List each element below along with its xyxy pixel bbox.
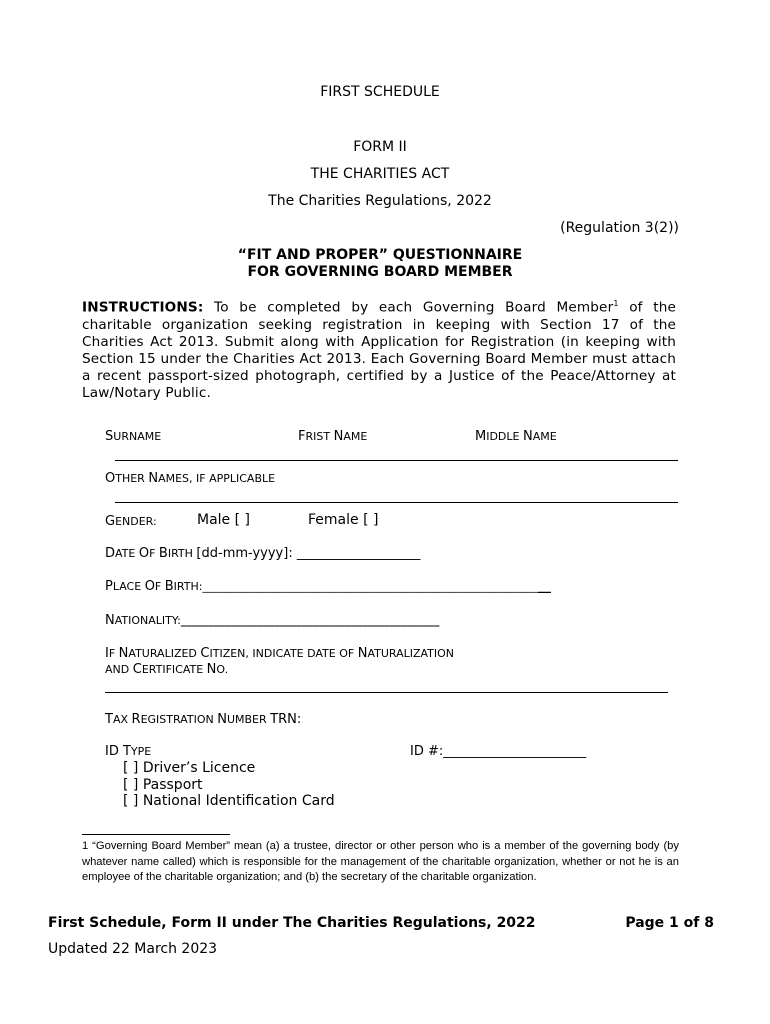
gender-male-checkbox[interactable]: Male [ ] bbox=[197, 512, 250, 528]
questionnaire-title-line1: “FIT AND PROPER” QUESTIONNAIRE bbox=[237, 247, 523, 263]
middle-name-label: MIDDLE NAME bbox=[475, 429, 557, 444]
first-name-label: FRIST NAME bbox=[298, 429, 368, 444]
trn-label: TAX REGISTRATION NUMBER TRN: bbox=[105, 712, 302, 727]
id-type-label: ID TYPE bbox=[105, 744, 152, 759]
name-entry-line[interactable] bbox=[115, 460, 678, 461]
id-number-field[interactable]: ID #:______________________ bbox=[410, 744, 587, 759]
page-number: Page 1 of 8 bbox=[625, 915, 714, 931]
other-names-entry-line[interactable] bbox=[115, 502, 678, 503]
footer-title: First Schedule, Form II under The Charities Regulations, 2022 bbox=[48, 915, 536, 931]
instructions-label: INSTRUCTIONS: bbox=[82, 299, 204, 316]
updated-date: Updated 22 March 2023 bbox=[48, 941, 218, 957]
regulations-title: The Charities Regulations, 2022 bbox=[268, 193, 492, 209]
footnote-reference: 1 bbox=[613, 299, 619, 308]
questionnaire-title-line2: FOR GOVERNING BOARD MEMBER bbox=[247, 264, 513, 280]
instructions-text-part1: To be completed by each Governing Board Member bbox=[203, 299, 614, 316]
instructions-text-part2: of the charitable organization seeking registration in keeping with Section 17 of the Charities Act 2013. Submit along with Application for Registration (in keeping with Section 15 under the Charities Act 2013. Each Governing Board Member must attach a recent passport-sized photograph, certified by a Justice of the Peace/Attorney at Law/Notary Public. bbox=[82, 299, 676, 401]
form-number: FORM II bbox=[353, 139, 407, 155]
nationality-field[interactable]: NATIONALITY:_______________________________________________ bbox=[105, 613, 440, 628]
id-option-passport[interactable]: [ ] Passport bbox=[123, 777, 203, 793]
id-option-national-id[interactable]: [ ] National Identification Card bbox=[123, 793, 335, 809]
naturalization-entry-line[interactable] bbox=[105, 692, 668, 693]
id-option-drivers-licence[interactable]: [ ] Driver’s Licence bbox=[123, 760, 256, 776]
other-names-label: OTHER NAMES, IF APPLICABLE bbox=[105, 471, 276, 486]
instructions-paragraph bbox=[82, 295, 676, 402]
gender-female-checkbox[interactable]: Female [ ] bbox=[308, 512, 379, 528]
date-of-birth-field[interactable]: DATE OF BIRTH [dd-mm-yyyy]: ___________________ bbox=[105, 546, 421, 561]
schedule-heading: FIRST SCHEDULE bbox=[320, 84, 440, 100]
surname-label: SURNAME bbox=[105, 429, 162, 444]
footnote-number: 1 bbox=[82, 840, 89, 852]
footnote-text: “Governing Board Member” mean (a) a trustee, director or other person who is a member of the governing body (by whatever name called) which is responsible for the management of the charitable organization, whether or not he is an employee of the charitable organization; and (b) the secretary of the charitable organization. bbox=[82, 840, 679, 884]
gender-label: GENDER: bbox=[105, 514, 157, 529]
naturalized-label-line2: AND CERTIFICATE NO. bbox=[105, 662, 229, 677]
footnote bbox=[82, 839, 679, 886]
footnote-separator bbox=[82, 834, 230, 835]
act-title: THE CHARITIES ACT bbox=[310, 166, 450, 182]
regulation-reference: (Regulation 3(2)) bbox=[560, 220, 679, 236]
place-of-birth-field[interactable]: PLACE OF BIRTH:_______________________________________________________________ bbox=[105, 579, 551, 594]
naturalized-label-line1: IF NATURALIZED CITIZEN, INDICATE DATE OF NATURALIZATION bbox=[105, 646, 455, 661]
